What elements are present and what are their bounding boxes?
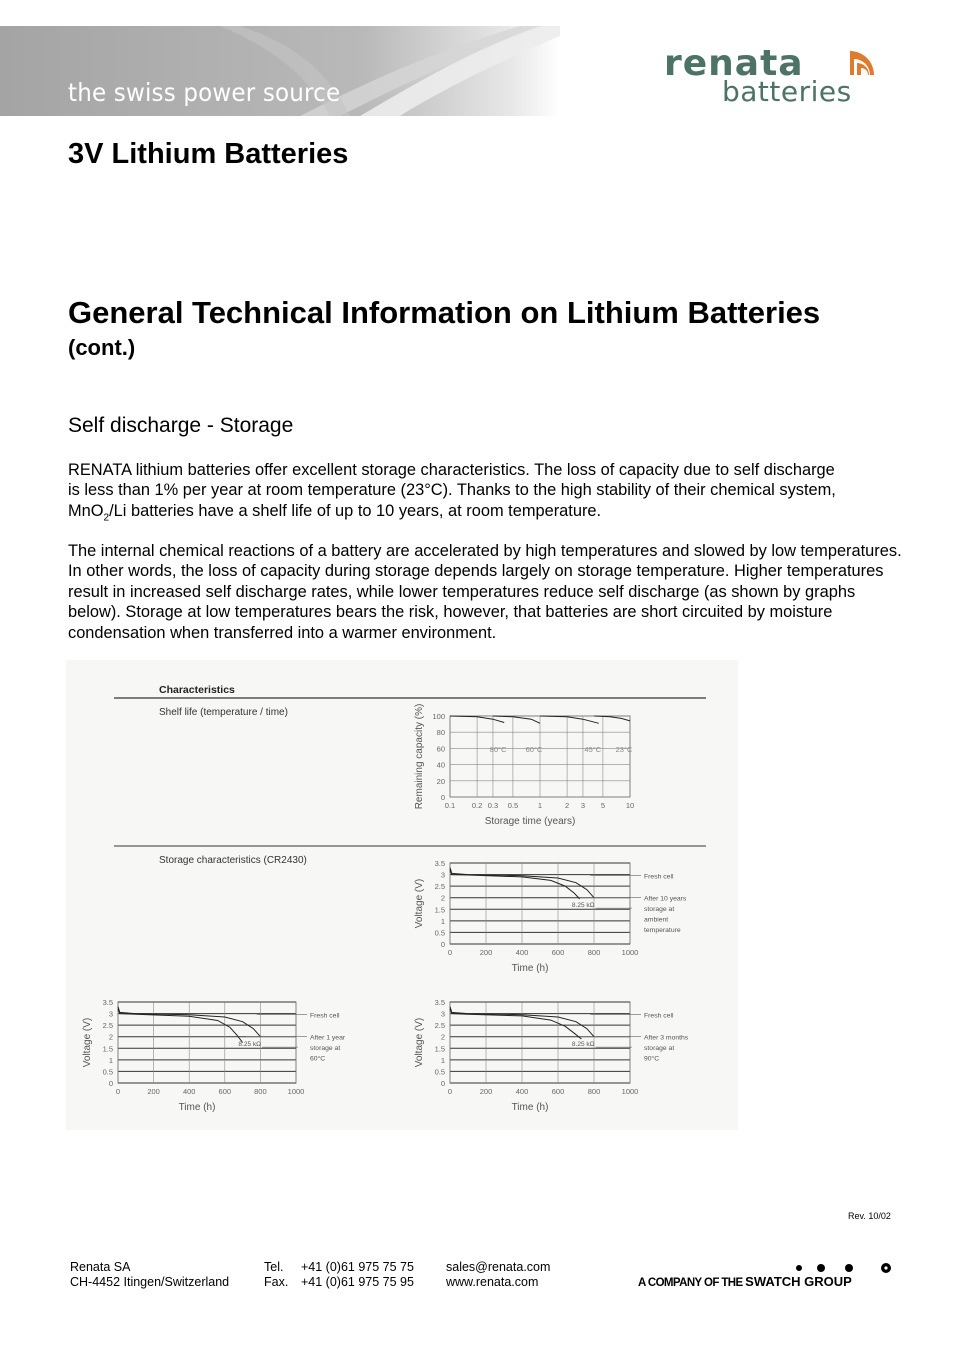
x-tick-label: 600	[551, 1087, 565, 1096]
y-tick-label: 2.5	[434, 1021, 445, 1031]
y-axis-label: Voltage (V)	[82, 1017, 93, 1068]
section-subtitle: (cont.)	[68, 335, 136, 360]
company-name: Renata SA	[70, 1260, 131, 1274]
storage-label: Storage characteristics (CR2430)	[159, 855, 307, 866]
logo-wordmark: renata	[664, 43, 804, 84]
x-tick-label: 600	[551, 948, 565, 957]
x-tick-label: 600	[218, 1087, 232, 1096]
y-tick-label: 0	[108, 1079, 113, 1088]
x-tick-label: 3	[580, 801, 586, 810]
footer-address	[70, 1260, 229, 1290]
y-axis-label: Voltage (V)	[414, 1017, 425, 1068]
series-temperature-label: 23°C	[615, 745, 633, 754]
tel-label: Tel.	[264, 1260, 284, 1274]
paragraph-line: RENATA lithium batteries offer excellent storage characteristics. The loss of capacity due to self discharge	[68, 461, 835, 479]
legend-entry-line: storage at	[310, 1045, 341, 1053]
logo-waves-icon	[848, 49, 878, 79]
fax-label: Fax.	[264, 1275, 289, 1289]
legend-entry	[310, 1035, 346, 1063]
y-tick-label: 100	[432, 712, 445, 721]
swatch-prefix: A COMPANY OF THE	[638, 1277, 743, 1289]
y-tick-label: 0	[440, 940, 445, 949]
characteristics-svg	[66, 660, 738, 1130]
x-tick-label: 10	[625, 801, 635, 810]
x-axis-label: Storage time (years)	[484, 816, 576, 827]
chemical-formula: MnO	[68, 501, 104, 520]
subsection-heading: Self discharge - Storage	[68, 414, 294, 437]
swatch-group-logo	[638, 1262, 900, 1292]
legend-entry-line: ambient	[644, 916, 669, 924]
renata-logo	[664, 45, 904, 107]
y-tick-label: 2.5	[102, 1021, 113, 1031]
series-temperature-label: 60°C	[525, 745, 543, 754]
y-tick-label: 3.5	[102, 998, 113, 1007]
x-tick-label: 200	[147, 1087, 160, 1096]
y-tick-label: 2	[440, 893, 445, 903]
footer-online	[446, 1260, 550, 1290]
y-tick-label: 2	[108, 1032, 113, 1042]
y-axis-label: Remaining capacity (%)	[414, 703, 425, 810]
website-link[interactable]: www.renata.com	[446, 1275, 539, 1289]
logo-subtitle: batteries	[722, 75, 852, 108]
x-tick-label: 400	[515, 948, 529, 957]
x-tick-label: 2	[565, 801, 570, 810]
swatch-group-name: SWATCH GROUP	[745, 1274, 852, 1289]
y-tick-label: 2	[440, 1032, 445, 1042]
x-tick-label: 0	[447, 948, 453, 957]
section-title: General Technical Information on Lithium Batteries	[68, 295, 821, 330]
fax-number: +41 (0)61 975 75 95	[301, 1275, 414, 1289]
legend-entry: Fresh cell	[310, 1012, 340, 1020]
x-tick-label: 800	[254, 1087, 267, 1096]
x-tick-label: 0.5	[507, 801, 519, 810]
legend-entry-line: temperature	[644, 927, 681, 935]
load-label: 8.25 kΩ	[571, 1040, 595, 1048]
y-tick-label: 1	[440, 1055, 445, 1065]
storage-chart-1-year-60c	[82, 998, 346, 1113]
company-address: CH-4452 Itingen/Switzerland	[70, 1275, 230, 1289]
y-tick-label: 3	[108, 1009, 113, 1019]
x-tick-label: 800	[587, 948, 601, 957]
tel-number: +41 (0)61 975 75 75	[301, 1260, 414, 1274]
x-tick-label: 1000	[287, 1087, 305, 1096]
footer-phone-numbers	[301, 1260, 414, 1290]
series-temperature-label: 45°C	[584, 745, 602, 754]
x-tick-label: 400	[182, 1087, 196, 1096]
x-axis-label: Time (h)	[511, 1102, 549, 1113]
y-tick-label: 80	[436, 728, 445, 738]
series-line	[540, 716, 599, 723]
legend-entry	[644, 896, 687, 935]
x-tick-label: 400	[515, 1087, 529, 1096]
legend-entry-line: storage at	[644, 1045, 675, 1053]
paragraph-line: /Li batteries have a shelf life of up to 10 years, at room temperature.	[109, 501, 602, 520]
y-tick-label: 1.5	[102, 1044, 113, 1054]
chemical-subscript: 2	[103, 512, 110, 524]
storage-chart-3-months-90c	[414, 998, 689, 1113]
swatch-dots-icon	[638, 1262, 900, 1274]
y-tick-label: 0.5	[434, 928, 445, 938]
x-tick-label: 0.3	[487, 801, 499, 810]
y-tick-label: 3.5	[434, 859, 445, 868]
load-label: 8.25 kΩ	[238, 1040, 262, 1048]
y-tick-label: 0.5	[102, 1067, 113, 1077]
y-axis-label: Voltage (V)	[414, 878, 425, 929]
legend-entry-line: 90°C	[644, 1055, 660, 1063]
x-tick-label: 0.1	[444, 801, 456, 810]
x-tick-label: 200	[479, 948, 493, 957]
series-temperature-label: 80°C	[489, 745, 507, 754]
shelf-life-label: Shelf life (temperature / time)	[159, 707, 288, 718]
y-tick-label: 1	[108, 1055, 113, 1065]
x-tick-label: 1000	[621, 948, 639, 957]
y-tick-label: 20	[436, 776, 445, 786]
y-tick-label: 40	[436, 760, 445, 770]
revision-label: Rev. 10/02	[848, 1211, 891, 1221]
y-tick-label: 1	[440, 916, 445, 926]
paragraph-line: is less than 1% per year at room temperature (23°C). Thanks to the high stability of their chemical system,	[68, 481, 836, 500]
characteristics-figure	[66, 660, 738, 1130]
y-tick-label: 3	[440, 870, 445, 880]
legend-entry	[644, 1035, 689, 1063]
y-tick-label: 1.5	[434, 905, 445, 915]
x-tick-label: 5	[600, 801, 605, 810]
legend-entry-line: 60°C	[310, 1055, 326, 1063]
series-line	[493, 716, 540, 723]
x-tick-label: 0.2	[471, 801, 483, 810]
legend-entry-line: After 3 months	[644, 1034, 689, 1042]
y-tick-label: 0	[440, 1079, 445, 1088]
x-tick-label: 200	[479, 1087, 493, 1096]
legend-entry: Fresh cell	[644, 873, 674, 881]
y-tick-label: 1.5	[434, 1044, 445, 1054]
y-tick-label: 0.5	[434, 1067, 445, 1077]
x-axis-label: Time (h)	[511, 963, 549, 974]
legend-entry: Fresh cell	[644, 1012, 674, 1020]
x-axis-label: Time (h)	[178, 1102, 216, 1113]
x-tick-label: 1	[537, 801, 543, 810]
paragraph-temperature-effects: The internal chemical reactions of a battery are accelerated by high temperatures and slowed by low temperatures. In other words, the loss of capacity during storage depends largely on storage temperature. Higher temperatures result in increased self discharge rates, while lower temperatures reduce self discharge (as shown by graphs below). Storage at low temperatures bears the risk, however, that batteries are short circuited by moisture condensation when transferred into a warmer environment.	[68, 542, 902, 642]
figure-heading: Characteristics	[159, 684, 235, 696]
legend-entry-line: After 1 year	[310, 1034, 346, 1042]
y-tick-label: 3.5	[434, 998, 445, 1007]
legend-entry-line: After 10 years	[644, 895, 687, 903]
y-tick-label: 0	[440, 793, 445, 802]
legend-entry-line: storage at	[644, 906, 675, 914]
x-tick-label: 800	[587, 1087, 601, 1096]
x-tick-label: 0	[447, 1087, 453, 1096]
storage-chart-10-years	[414, 859, 687, 974]
shelf-life-chart	[414, 704, 634, 827]
series-line	[594, 716, 630, 721]
footer-contact-labels	[264, 1260, 288, 1290]
y-tick-label: 3	[440, 1009, 445, 1019]
email-link[interactable]: sales@renata.com	[446, 1260, 551, 1274]
x-tick-label: 1000	[621, 1087, 639, 1096]
y-tick-label: 60	[436, 744, 445, 754]
y-tick-label: 2.5	[434, 882, 445, 892]
tagline: the swiss power source	[68, 78, 341, 107]
load-label: 8.25 kΩ	[571, 901, 595, 909]
page-title: 3V Lithium Batteries	[68, 138, 349, 170]
paragraph-storage-characteristics	[68, 460, 908, 529]
x-tick-label: 0	[115, 1087, 121, 1096]
